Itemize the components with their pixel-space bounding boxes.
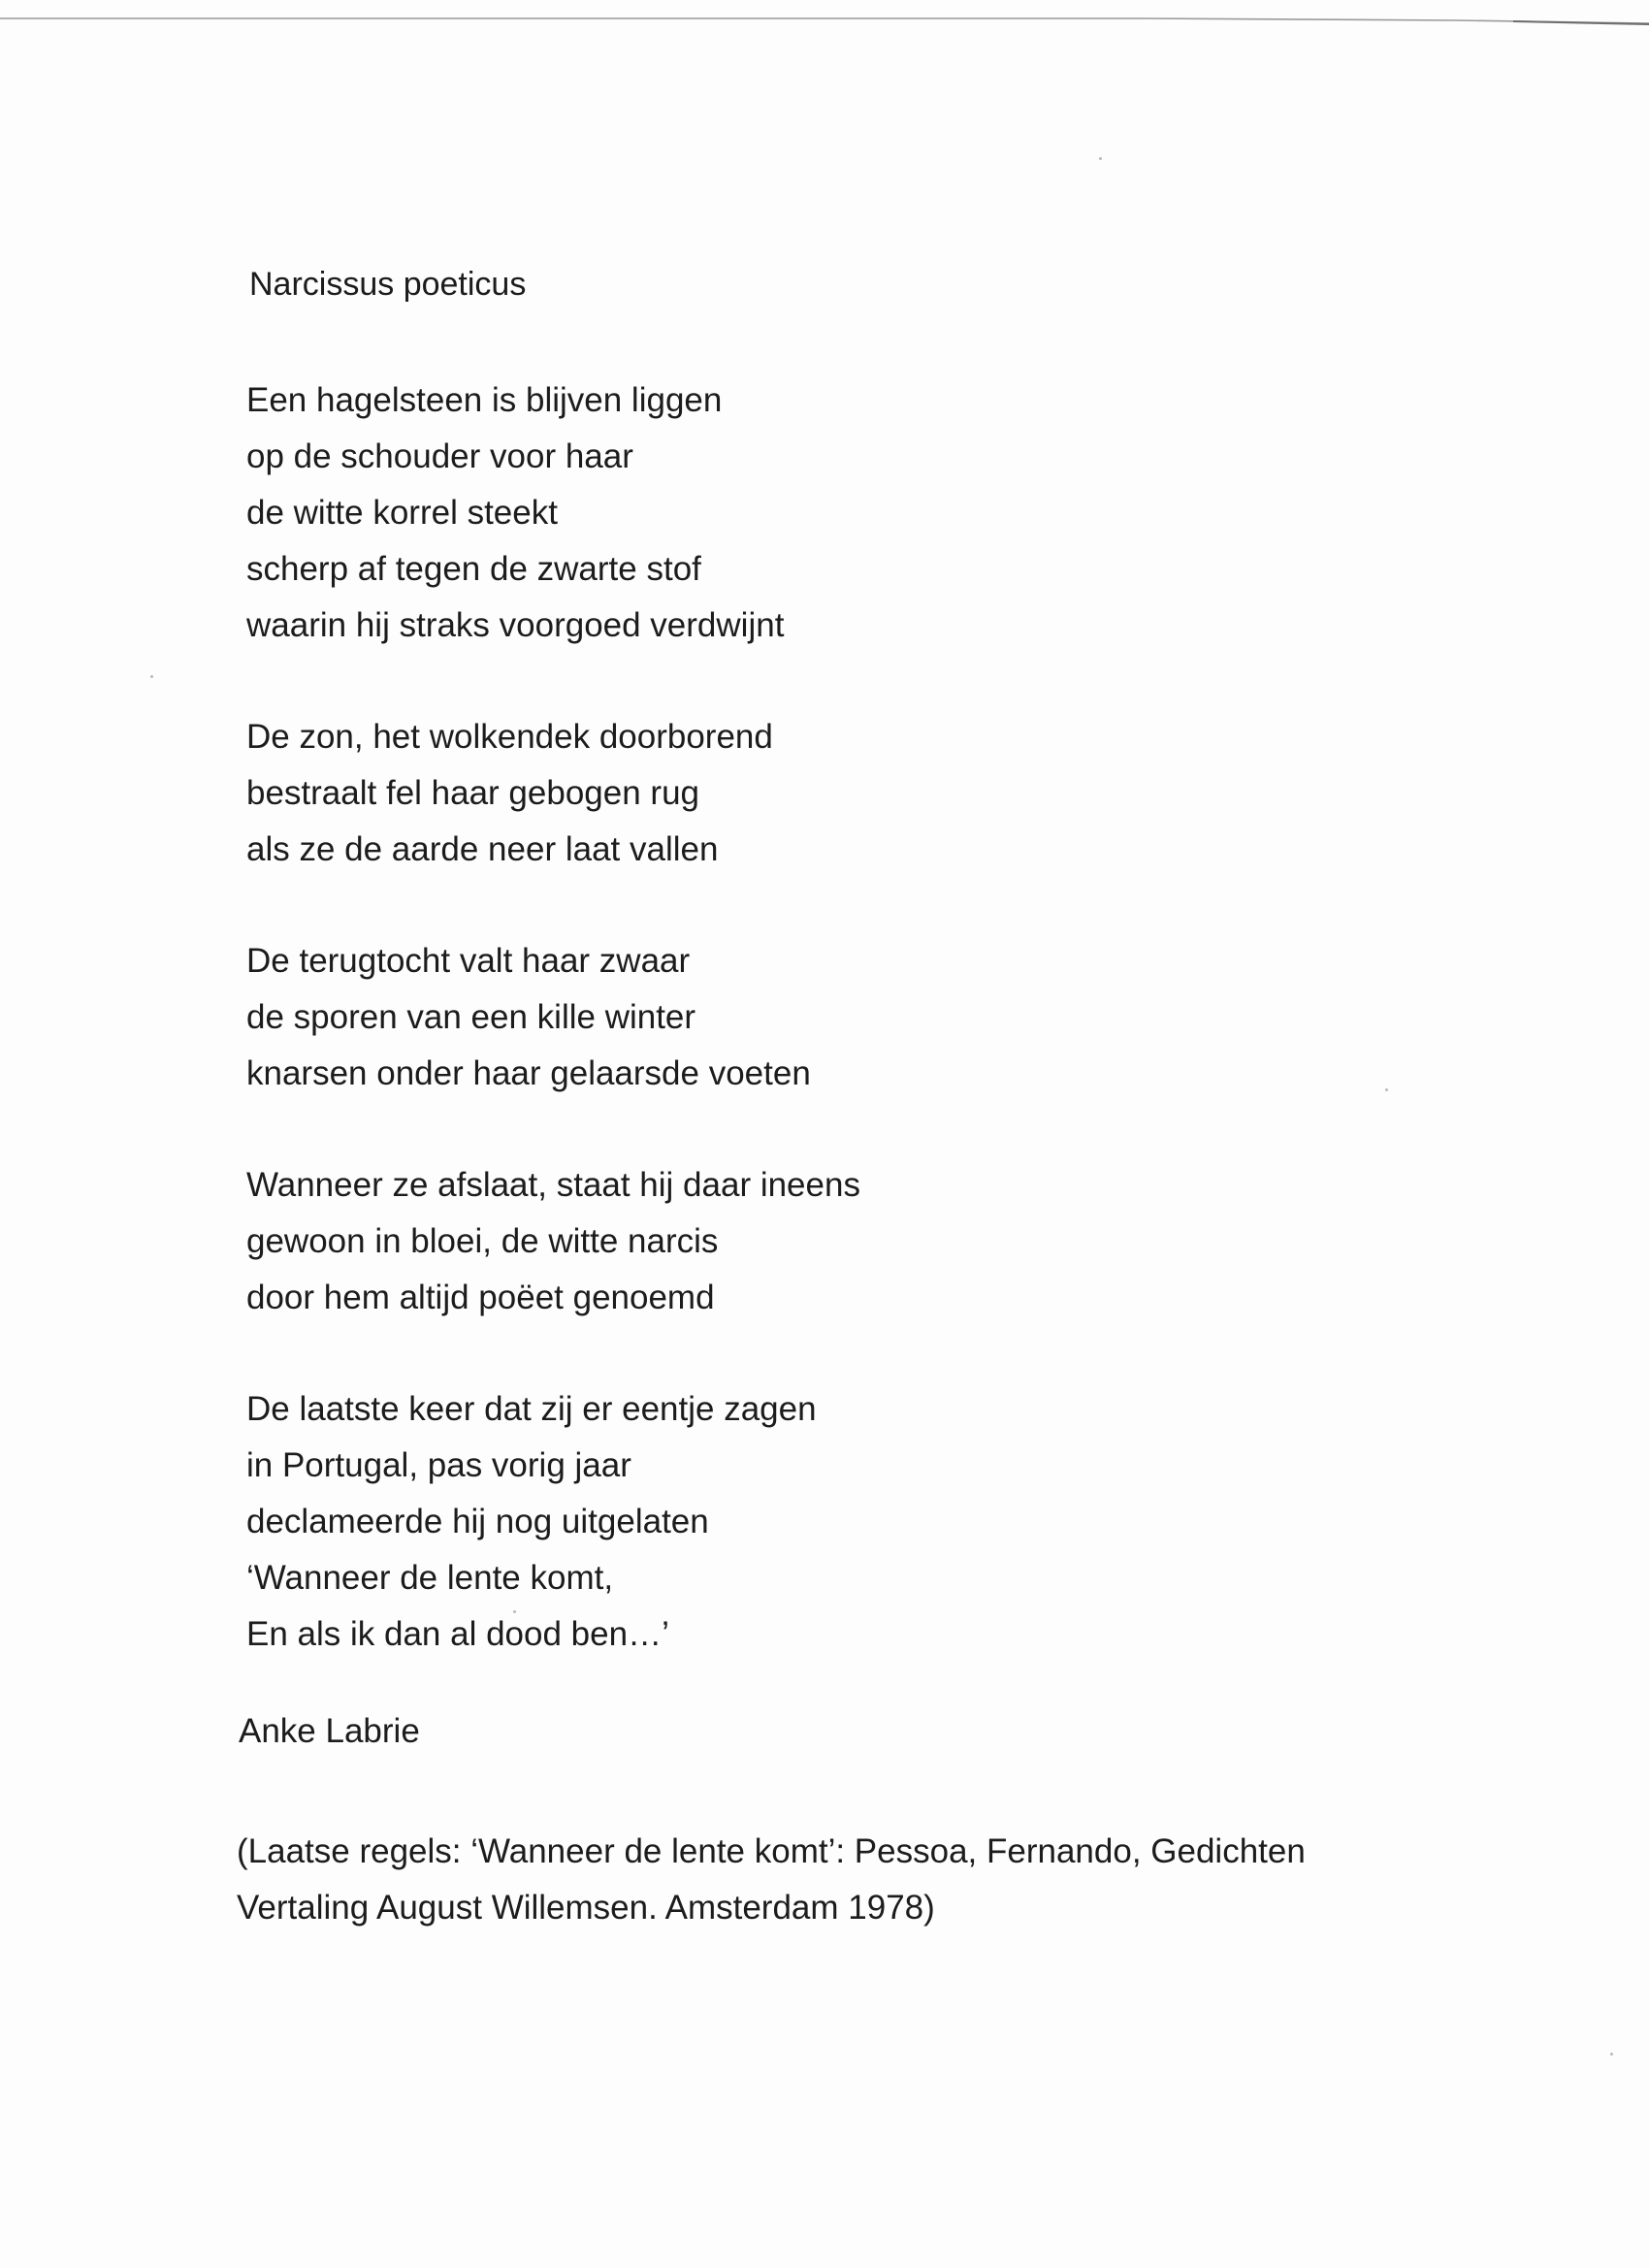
poem-line: op de schouder voor haar xyxy=(246,437,633,475)
poem-line: de witte korrel steekt xyxy=(246,494,558,532)
stanza-2 xyxy=(246,709,1410,878)
poem-line: declameerde hij nog uitgelaten xyxy=(246,1503,709,1540)
poem-line: De laatste keer dat zij er eentje zagen xyxy=(246,1390,817,1428)
scan-speck xyxy=(150,675,153,678)
poem-line: scherp af tegen de zwarte stof xyxy=(246,550,701,588)
poem-line: waarin hij straks voorgoed verdwijnt xyxy=(246,606,785,644)
poem-line: bestraalt fel haar gebogen rug xyxy=(246,774,699,812)
stanza-3 xyxy=(246,933,1410,1102)
poem-line: gewoon in bloei, de witte narcis xyxy=(246,1222,719,1260)
poem-line: ‘Wanneer de lente komt, xyxy=(246,1559,614,1597)
poem-line: De terugtocht valt haar zwaar xyxy=(246,942,691,980)
stanza-4 xyxy=(246,1157,1410,1326)
source-line: Vertaling August Willemsen. Amsterdam 1978) xyxy=(237,1889,935,1927)
poem-title: Narcissus poeticus xyxy=(249,266,527,303)
poem-line: door hem altijd poëet genoemd xyxy=(246,1279,715,1316)
source-line: (Laatse regels: ‘Wanneer de lente komt’: Pessoa, Fernando, Gedichten xyxy=(237,1832,1306,1870)
scan-speck xyxy=(1385,1088,1388,1091)
scan-speck xyxy=(1099,157,1102,160)
poem-line: knarsen onder haar gelaarsde voeten xyxy=(246,1054,811,1092)
poem-line: de sporen van een kille winter xyxy=(246,998,696,1036)
poem-line: Een hagelsteen is blijven liggen xyxy=(246,381,723,419)
poem-line: En als ik dan al dood ben…’ xyxy=(246,1615,669,1653)
poem-line: Wanneer ze afslaat, staat hij daar ineens xyxy=(246,1166,860,1204)
poem-line: in Portugal, pas vorig jaar xyxy=(246,1446,631,1484)
author-name: Anke Labrie xyxy=(239,1712,420,1750)
source-note xyxy=(237,1824,1498,1936)
stanza-5 xyxy=(246,1381,1410,1663)
scan-edge-line xyxy=(0,17,1649,33)
scan-speck xyxy=(1610,2053,1613,2056)
poem-line: De zon, het wolkendek doorborend xyxy=(246,718,773,756)
poem-line: als ze de aarde neer laat vallen xyxy=(246,830,719,868)
stanza-1 xyxy=(246,373,1410,654)
poem-body xyxy=(246,373,1410,1718)
scan-speck xyxy=(513,1610,516,1613)
